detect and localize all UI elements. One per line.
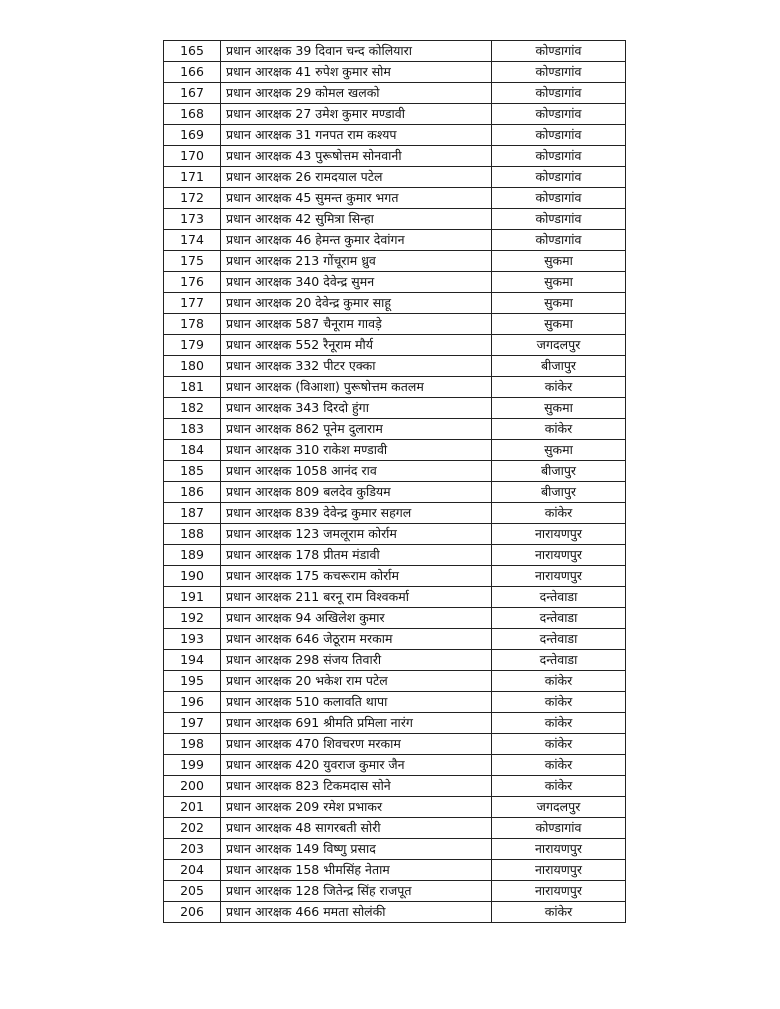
district-cell: कांकेर — [492, 713, 626, 734]
table-row — [164, 545, 626, 566]
table-row — [164, 482, 626, 503]
designation-name-cell: प्रधान आरक्षक 94 अखिलेश कुमार — [221, 608, 492, 629]
district-cell: नारायणपुर — [492, 545, 626, 566]
table-row — [164, 776, 626, 797]
designation-name-cell: प्रधान आरक्षक 42 सुमित्रा सिन्हा — [221, 209, 492, 230]
designation-name-cell: प्रधान आरक्षक 149 विष्णु प्रसाद — [221, 839, 492, 860]
table-row — [164, 209, 626, 230]
table-row — [164, 713, 626, 734]
table-row — [164, 818, 626, 839]
table-row — [164, 755, 626, 776]
serial-number-cell: 179 — [164, 335, 221, 356]
serial-number-cell: 176 — [164, 272, 221, 293]
table-row — [164, 251, 626, 272]
designation-name-cell: प्रधान आरक्षक 587 चैनूराम गावड़े — [221, 314, 492, 335]
designation-name-cell: प्रधान आरक्षक 41 रुपेश कुमार सोम — [221, 62, 492, 83]
district-cell: सुकमा — [492, 314, 626, 335]
serial-number-cell: 200 — [164, 776, 221, 797]
district-cell: बीजापुर — [492, 482, 626, 503]
designation-name-cell: प्रधान आरक्षक 209 रमेश प्रभाकर — [221, 797, 492, 818]
district-cell: सुकमा — [492, 251, 626, 272]
district-cell: सुकमा — [492, 272, 626, 293]
serial-number-cell: 196 — [164, 692, 221, 713]
table-row — [164, 230, 626, 251]
serial-number-cell: 198 — [164, 734, 221, 755]
serial-number-cell: 202 — [164, 818, 221, 839]
table-row — [164, 839, 626, 860]
table-row — [164, 377, 626, 398]
designation-name-cell: प्रधान आरक्षक 128 जितेन्द्र सिंह राजपूत — [221, 881, 492, 902]
designation-name-cell: प्रधान आरक्षक 510 कलावति थापा — [221, 692, 492, 713]
table-row — [164, 566, 626, 587]
serial-number-cell: 193 — [164, 629, 221, 650]
district-cell: कांकेर — [492, 377, 626, 398]
designation-name-cell: प्रधान आरक्षक 470 शिवचरण मरकाम — [221, 734, 492, 755]
serial-number-cell: 171 — [164, 167, 221, 188]
serial-number-cell: 178 — [164, 314, 221, 335]
district-cell: दन्तेवाडा — [492, 650, 626, 671]
district-cell: कोण्डागांव — [492, 62, 626, 83]
district-cell: कोण्डागांव — [492, 818, 626, 839]
table-row — [164, 419, 626, 440]
district-cell: सुकमा — [492, 398, 626, 419]
designation-name-cell: प्रधान आरक्षक 340 देवेन्द्र सुमन — [221, 272, 492, 293]
designation-name-cell: प्रधान आरक्षक 310 राकेश मण्डावी — [221, 440, 492, 461]
designation-name-cell: प्रधान आरक्षक 20 देवेन्द्र कुमार साहू — [221, 293, 492, 314]
serial-number-cell: 169 — [164, 125, 221, 146]
designation-name-cell: प्रधान आरक्षक 48 सागरबती सोरी — [221, 818, 492, 839]
table-row — [164, 125, 626, 146]
table-row — [164, 881, 626, 902]
table-row — [164, 524, 626, 545]
district-cell: कांकेर — [492, 671, 626, 692]
designation-name-cell: प्रधान आरक्षक 175 कचरूराम कोर्राम — [221, 566, 492, 587]
district-cell: कांकेर — [492, 776, 626, 797]
designation-name-cell: प्रधान आरक्षक 646 जेठूराम मरकाम — [221, 629, 492, 650]
district-cell: नारायणपुर — [492, 860, 626, 881]
designation-name-cell: प्रधान आरक्षक 552 रैनूराम मौर्य — [221, 335, 492, 356]
table-row — [164, 608, 626, 629]
designation-name-cell: प्रधान आरक्षक 343 दिरदो हुंगा — [221, 398, 492, 419]
designation-name-cell: प्रधान आरक्षक 45 सुमन्त कुमार भगत — [221, 188, 492, 209]
table-row — [164, 314, 626, 335]
designation-name-cell: प्रधान आरक्षक 31 गनपत राम कश्यप — [221, 125, 492, 146]
designation-name-cell: प्रधान आरक्षक 862 पूनेम दुलाराम — [221, 419, 492, 440]
district-cell: सुकमा — [492, 293, 626, 314]
designation-name-cell: प्रधान आरक्षक 46 हेमन्त कुमार देवांगन — [221, 230, 492, 251]
table-row — [164, 83, 626, 104]
table-row — [164, 398, 626, 419]
serial-number-cell: 203 — [164, 839, 221, 860]
designation-name-cell: प्रधान आरक्षक 43 पुरूषोत्तम सोनवानी — [221, 146, 492, 167]
district-cell: कांकेर — [492, 755, 626, 776]
district-cell: कांकेर — [492, 419, 626, 440]
table-row — [164, 272, 626, 293]
table-row — [164, 62, 626, 83]
district-cell: कोण्डागांव — [492, 41, 626, 62]
district-cell: बीजापुर — [492, 461, 626, 482]
table-row — [164, 356, 626, 377]
district-cell: कांकेर — [492, 692, 626, 713]
district-cell: कोण्डागांव — [492, 230, 626, 251]
serial-number-cell: 180 — [164, 356, 221, 377]
designation-name-cell: प्रधान आरक्षक (विआशा) पुरूषोत्तम कतलम — [221, 377, 492, 398]
serial-number-cell: 190 — [164, 566, 221, 587]
serial-number-cell: 181 — [164, 377, 221, 398]
district-cell: सुकमा — [492, 440, 626, 461]
serial-number-cell: 204 — [164, 860, 221, 881]
serial-number-cell: 206 — [164, 902, 221, 923]
table-row — [164, 167, 626, 188]
serial-number-cell: 172 — [164, 188, 221, 209]
serial-number-cell: 191 — [164, 587, 221, 608]
designation-name-cell: प्रधान आरक्षक 29 कोमल खलको — [221, 83, 492, 104]
table-row — [164, 650, 626, 671]
table-row — [164, 41, 626, 62]
district-cell: कोण्डागांव — [492, 209, 626, 230]
table-row — [164, 440, 626, 461]
serial-number-cell: 201 — [164, 797, 221, 818]
district-cell: कोण्डागांव — [492, 188, 626, 209]
district-cell: जगदलपुर — [492, 797, 626, 818]
serial-number-cell: 177 — [164, 293, 221, 314]
table-row — [164, 335, 626, 356]
serial-number-cell: 184 — [164, 440, 221, 461]
table-row — [164, 587, 626, 608]
transfer-list-table — [163, 40, 626, 923]
table-row — [164, 860, 626, 881]
district-cell: कोण्डागांव — [492, 83, 626, 104]
table-row — [164, 188, 626, 209]
district-cell: कोण्डागांव — [492, 125, 626, 146]
serial-number-cell: 189 — [164, 545, 221, 566]
designation-name-cell: प्रधान आरक्षक 466 ममता सोलंकी — [221, 902, 492, 923]
serial-number-cell: 168 — [164, 104, 221, 125]
serial-number-cell: 183 — [164, 419, 221, 440]
table-row — [164, 902, 626, 923]
table-row — [164, 692, 626, 713]
designation-name-cell: प्रधान आरक्षक 298 संजय तिवारी — [221, 650, 492, 671]
designation-name-cell: प्रधान आरक्षक 213 गोंचूराम ध्रुव — [221, 251, 492, 272]
designation-name-cell: प्रधान आरक्षक 158 भीमसिंह नेताम — [221, 860, 492, 881]
serial-number-cell: 175 — [164, 251, 221, 272]
table-body — [164, 41, 626, 923]
district-cell: जगदलपुर — [492, 335, 626, 356]
district-cell: कोण्डागांव — [492, 167, 626, 188]
serial-number-cell: 194 — [164, 650, 221, 671]
district-cell: नारायणपुर — [492, 566, 626, 587]
table-row — [164, 797, 626, 818]
table-row — [164, 671, 626, 692]
table-row — [164, 104, 626, 125]
serial-number-cell: 197 — [164, 713, 221, 734]
district-cell: कांकेर — [492, 734, 626, 755]
serial-number-cell: 174 — [164, 230, 221, 251]
serial-number-cell: 167 — [164, 83, 221, 104]
designation-name-cell: प्रधान आरक्षक 20 भकेश राम पटेल — [221, 671, 492, 692]
designation-name-cell: प्रधान आरक्षक 211 बरनू राम विश्वकर्मा — [221, 587, 492, 608]
table-row — [164, 461, 626, 482]
district-cell: बीजापुर — [492, 356, 626, 377]
designation-name-cell: प्रधान आरक्षक 839 देवेन्द्र कुमार सहगल — [221, 503, 492, 524]
serial-number-cell: 205 — [164, 881, 221, 902]
district-cell: कांकेर — [492, 902, 626, 923]
designation-name-cell: प्रधान आरक्षक 332 पीटर एक्का — [221, 356, 492, 377]
serial-number-cell: 165 — [164, 41, 221, 62]
table-row — [164, 293, 626, 314]
district-cell: दन्तेवाडा — [492, 587, 626, 608]
serial-number-cell: 182 — [164, 398, 221, 419]
serial-number-cell: 186 — [164, 482, 221, 503]
district-cell: दन्तेवाडा — [492, 608, 626, 629]
designation-name-cell: प्रधान आरक्षक 26 रामदयाल पटेल — [221, 167, 492, 188]
designation-name-cell: प्रधान आरक्षक 823 टिकमदास सोने — [221, 776, 492, 797]
district-cell: दन्तेवाडा — [492, 629, 626, 650]
serial-number-cell: 192 — [164, 608, 221, 629]
district-cell: नारायणपुर — [492, 839, 626, 860]
table-row — [164, 503, 626, 524]
serial-number-cell: 188 — [164, 524, 221, 545]
district-cell: नारायणपुर — [492, 524, 626, 545]
designation-name-cell: प्रधान आरक्षक 27 उमेश कुमार मण्डावी — [221, 104, 492, 125]
designation-name-cell: प्रधान आरक्षक 178 प्रीतम मंडावी — [221, 545, 492, 566]
serial-number-cell: 170 — [164, 146, 221, 167]
district-cell: कोण्डागांव — [492, 104, 626, 125]
serial-number-cell: 166 — [164, 62, 221, 83]
serial-number-cell: 199 — [164, 755, 221, 776]
designation-name-cell: प्रधान आरक्षक 39 दिवान चन्द कोलियारा — [221, 41, 492, 62]
district-cell: कोण्डागांव — [492, 146, 626, 167]
designation-name-cell: प्रधान आरक्षक 1058 आनंद राव — [221, 461, 492, 482]
designation-name-cell: प्रधान आरक्षक 420 युवराज कुमार जैन — [221, 755, 492, 776]
district-cell: नारायणपुर — [492, 881, 626, 902]
table-row — [164, 734, 626, 755]
designation-name-cell: प्रधान आरक्षक 809 बलदेव कुडियम — [221, 482, 492, 503]
table-row — [164, 146, 626, 167]
designation-name-cell: प्रधान आरक्षक 691 श्रीमति प्रमिला नारंग — [221, 713, 492, 734]
serial-number-cell: 185 — [164, 461, 221, 482]
designation-name-cell: प्रधान आरक्षक 123 जमलूराम कोर्राम — [221, 524, 492, 545]
table-row — [164, 629, 626, 650]
serial-number-cell: 195 — [164, 671, 221, 692]
serial-number-cell: 187 — [164, 503, 221, 524]
serial-number-cell: 173 — [164, 209, 221, 230]
district-cell: कांकेर — [492, 503, 626, 524]
